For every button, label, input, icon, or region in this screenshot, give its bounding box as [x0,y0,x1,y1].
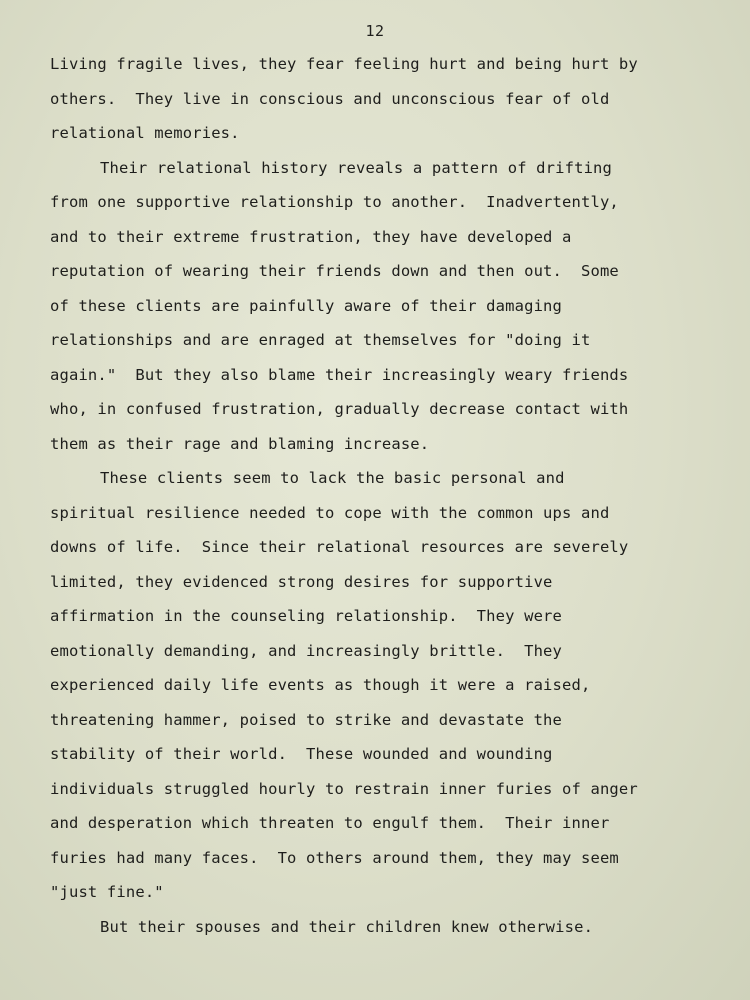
text-line: Living fragile lives, they fear feeling hurt and being hurt by [50,55,638,73]
text-line: and desperation which threaten to engulf them. Their inner [50,814,610,832]
text-line: and to their extreme frustration, they have developed a [50,227,572,246]
text-line: emotionally demanding, and increasingly brittle. They [50,641,563,660]
text-line: who, in confused frustration, gradually decrease contact with [50,400,629,418]
text-line: furies had many faces. To others around them, they may seem [50,848,619,867]
text-line: These clients seem to lack the basic personal and [100,469,565,487]
text-line: spiritual resilience needed to cope with the common ups and [50,503,610,522]
text-line: relational memories. [50,124,240,142]
text-line: threatening hammer, poised to strike and devastate the [50,710,563,729]
text-line: experienced daily life events as though it were a raised, [50,676,591,694]
text-line: from one supportive relationship to another. Inadvertently, [50,193,619,211]
text-line: Their relational history reveals a pattern of drifting [100,158,613,177]
text-line: limited, they evidenced strong desires for supportive [50,572,553,591]
text-line: relationships and are enraged at themselves for "doing it [50,331,591,349]
text-line: individuals struggled hourly to restrain inner furies of anger [50,779,638,798]
text-line: But their spouses and their children knew otherwise. [100,917,594,936]
text-line: of these clients are painfully aware of their damaging [50,296,563,315]
text-line: again." But they also blame their increasingly weary friends [50,365,629,384]
text-line: "just fine." [50,883,164,901]
text-line: reputation of wearing their friends down and then out. Some [50,262,619,280]
text-line: downs of life. Since their relational resources are severely [50,538,629,556]
text-line: others. They live in conscious and unconscious fear of old [50,89,610,108]
text-line: affirmation in the counseling relationship. They were [50,607,563,625]
text-line: them as their rage and blaming increase. [50,434,430,453]
page-number: 12 [365,22,385,40]
text-line: stability of their world. These wounded and wounding [50,745,553,763]
body-text [50,47,740,944]
